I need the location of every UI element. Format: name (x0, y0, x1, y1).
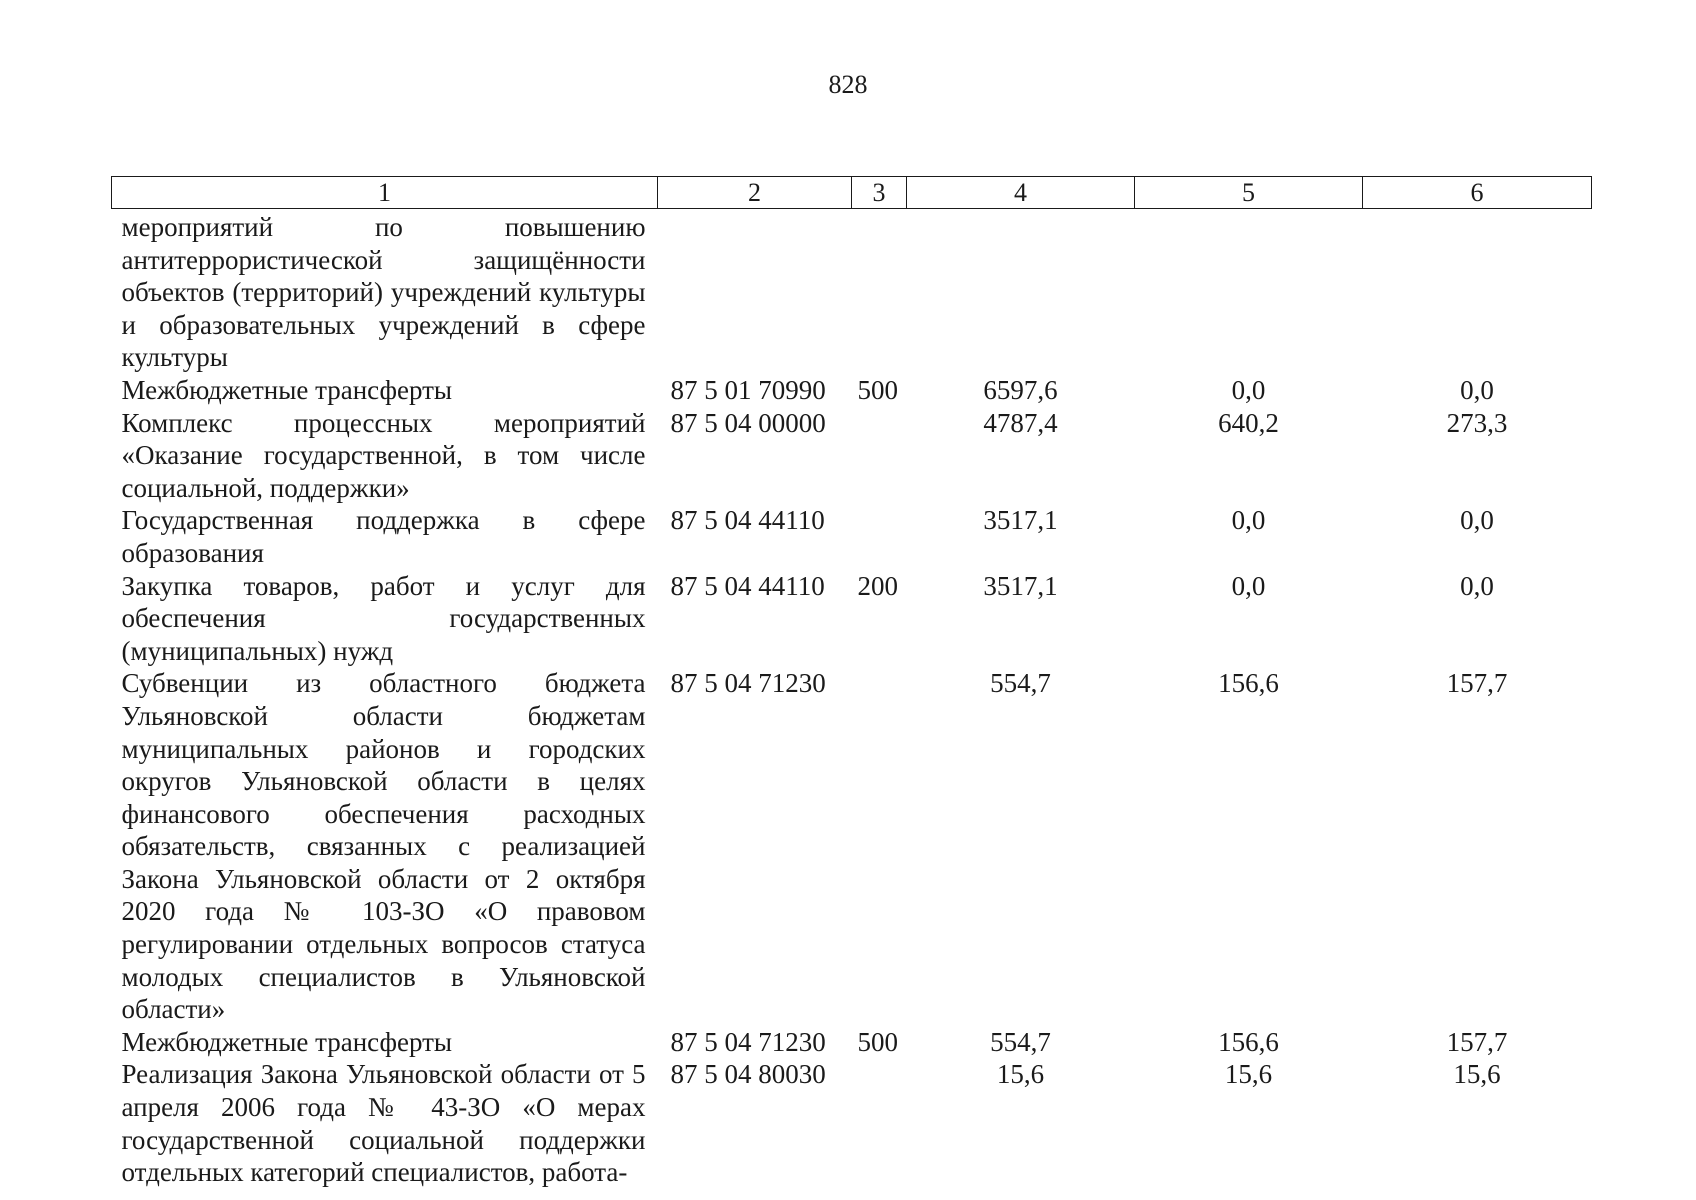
row-value-5: 156,6 (1218, 1026, 1279, 1057)
row-code: 87 5 04 00000 (670, 407, 826, 438)
row-expense-type (852, 667, 907, 1026)
row-code: 87 5 04 44110 (670, 570, 825, 601)
row-code: 87 5 04 71230 (670, 1026, 826, 1057)
row-code (658, 209, 852, 374)
header-row (112, 177, 1592, 209)
row-value-4: 554,7 (990, 668, 1051, 699)
table-row (112, 504, 1592, 569)
table-row (112, 407, 1592, 505)
row-value-5: 0,0 (1231, 374, 1266, 405)
row-value-6: 0,0 (1460, 374, 1494, 405)
column-header-1: 1 (112, 177, 658, 209)
row-name: Государственная поддержка в сфере образования (121, 505, 646, 568)
table-row (112, 570, 1592, 668)
row-value-6: 157,7 (1446, 1026, 1508, 1057)
column-header-3: 3 (852, 177, 907, 209)
row-value-6: 0,0 (1460, 570, 1494, 601)
row-code: 87 5 04 80030 (670, 1059, 826, 1090)
row-value-5 (1135, 209, 1363, 374)
row-name: Комплекс процессных мероприятий «Оказание государственной, в том числе социальной, поддержки» (121, 407, 646, 503)
row-value-4 (907, 209, 1135, 374)
row-expense-type (852, 1058, 907, 1188)
row-value-5: 15,6 (1224, 1059, 1273, 1090)
table-header (112, 177, 1592, 209)
row-value-6: 157,7 (1446, 668, 1508, 699)
row-code: 87 5 04 44110 (670, 505, 825, 536)
page-number: 828 (828, 70, 868, 99)
row-value-6: 15,6 (1453, 1059, 1501, 1090)
row-value-6 (1363, 209, 1592, 374)
row-value-5: 0,0 (1231, 570, 1266, 601)
table-row (112, 1026, 1592, 1059)
row-name: Реализация Закона Ульяновской области от 5 апреля 2006 года № 43-ЗО «О мерах государственной социальной поддержки отдельных категорий специалистов, работа- (121, 1059, 646, 1188)
row-expense-type (852, 407, 907, 505)
row-value-4: 15,6 (996, 1059, 1045, 1090)
row-expense-type (852, 504, 907, 569)
row-value-4: 3517,1 (983, 570, 1058, 601)
row-value-4: 6597,6 (983, 374, 1058, 405)
row-name: Межбюджетные трансферты (121, 1026, 453, 1057)
row-expense-type: 200 (857, 570, 898, 601)
row-value-5: 156,6 (1218, 668, 1279, 699)
column-header-2: 2 (658, 177, 852, 209)
row-expense-type: 500 (857, 1026, 898, 1057)
row-value-4: 3517,1 (983, 505, 1058, 536)
table-body (112, 209, 1592, 1189)
row-value-4: 4787,4 (983, 407, 1058, 438)
column-header-4: 4 (907, 177, 1135, 209)
column-header-5: 5 (1135, 177, 1363, 209)
table-row (112, 374, 1592, 407)
row-expense-type: 500 (857, 374, 898, 405)
row-value-4: 554,7 (990, 1026, 1051, 1057)
table-row (112, 1058, 1592, 1188)
row-value-6: 0,0 (1460, 505, 1494, 536)
row-name: Субвенции из областного бюджета Ульяновской области бюджетам муниципальных районов и городских округов Ульяновской области в целях финансового обеспечения расходных обязательств, связанных с реализацией Закона Ульяновской области от 2 октября 2020 года № 103-ЗО «О правовом регулировании отдельных вопросов статуса молодых специалистов в Ульяновской области» (121, 668, 646, 1025)
budget-table (111, 176, 1592, 1189)
row-value-5: 0,0 (1231, 505, 1266, 536)
table-row (112, 667, 1592, 1026)
row-expense-type (852, 209, 907, 374)
row-code: 87 5 01 70990 (670, 374, 826, 405)
row-value-5: 640,2 (1218, 407, 1279, 438)
table-row (112, 209, 1592, 374)
row-name: мероприятий по повышению антитеррористической защищённости объектов (территорий) учреждений культуры и образовательных учреждений в сфере культуры (121, 212, 646, 373)
row-name: Закупка товаров, работ и услуг для обеспечения государственных (муниципальных) нужд (121, 570, 646, 666)
row-value-6: 273,3 (1446, 407, 1508, 438)
row-code: 87 5 04 71230 (670, 668, 826, 699)
row-name: Межбюджетные трансферты (121, 374, 453, 405)
column-header-6: 6 (1363, 177, 1592, 209)
